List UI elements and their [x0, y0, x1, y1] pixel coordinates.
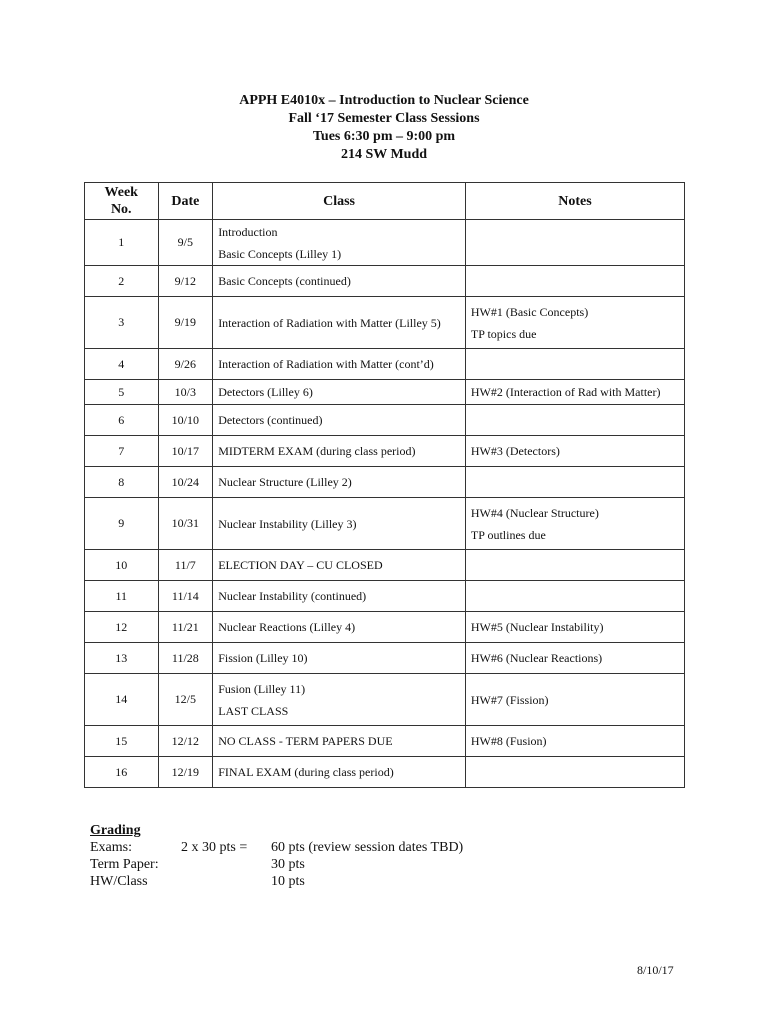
- week-cell: 10: [85, 550, 159, 581]
- table-row: [85, 467, 685, 498]
- grading-value: 60 pts (review session dates TBD): [271, 840, 464, 855]
- notes-cell: [465, 612, 684, 643]
- table-row: [85, 405, 685, 436]
- schedule-table: [84, 182, 685, 788]
- class-cell: [213, 266, 466, 297]
- class-cell: [213, 643, 466, 674]
- class-cell: [213, 550, 466, 581]
- class-cell: [213, 581, 466, 612]
- date-cell: 10/3: [158, 380, 213, 405]
- class-text: Nuclear Instability (continued): [218, 589, 367, 603]
- class-cell: [213, 405, 466, 436]
- week-header-line1: Week: [104, 185, 138, 200]
- class-cell: [213, 436, 466, 467]
- week-cell: 4: [85, 349, 159, 380]
- date-cell: 9/26: [158, 349, 213, 380]
- class-header: Class: [213, 183, 466, 220]
- class-text: Nuclear Structure (Lilley 2): [218, 475, 352, 489]
- notes-text: HW#6 (Nuclear Reactions): [470, 651, 603, 665]
- notes-text: HW#8 (Fusion): [470, 734, 547, 748]
- date-cell: 9/5: [158, 220, 213, 266]
- notes-cell: [465, 643, 684, 674]
- session-time: Tues 6:30 pm – 9:00 pm: [312, 129, 456, 144]
- grading-item: [90, 873, 510, 890]
- table-row: [85, 674, 685, 726]
- notes-cell: [465, 220, 684, 266]
- class-cell: [213, 612, 466, 643]
- grading-title: Grading: [90, 823, 141, 838]
- class-cell: [213, 220, 466, 266]
- class-text: NO CLASS - TERM PAPERS DUE: [218, 734, 393, 748]
- table-row: [85, 380, 685, 405]
- class-text: Fusion (Lilley 11): [218, 681, 306, 696]
- week-header: [85, 183, 159, 220]
- date-cell: 10/10: [158, 405, 213, 436]
- class-cell: [213, 674, 466, 726]
- class-cell: [213, 726, 466, 757]
- notes-text: HW#5 (Nuclear Instability): [470, 620, 604, 634]
- class-text: Nuclear Instability (Lilley 3): [218, 516, 357, 531]
- schedule-body: [85, 220, 685, 788]
- grading-item: [90, 839, 510, 856]
- notes-cell: [465, 757, 684, 788]
- notes-text: HW#1 (Basic Concepts): [470, 304, 589, 319]
- date-cell: 9/12: [158, 266, 213, 297]
- notes-cell: [465, 550, 684, 581]
- table-row: [85, 498, 685, 550]
- date-cell: 10/24: [158, 467, 213, 498]
- notes-cell: [465, 726, 684, 757]
- table-row: [85, 297, 685, 349]
- date-cell: 10/31: [158, 498, 213, 550]
- session-location: 214 SW Mudd: [340, 147, 428, 162]
- week-cell: 14: [85, 674, 159, 726]
- notes-header: Notes: [465, 183, 684, 220]
- class-text: Basic Concepts (continued): [218, 274, 351, 288]
- table-row: [85, 266, 685, 297]
- date-cell: 9/19: [158, 297, 213, 349]
- class-cell: [213, 380, 466, 405]
- date-cell: 11/14: [158, 581, 213, 612]
- date-cell: 11/28: [158, 643, 213, 674]
- week-cell: 5: [85, 380, 159, 405]
- table-row: [85, 436, 685, 467]
- date-cell: 10/17: [158, 436, 213, 467]
- footer-date: 8/10/17: [637, 963, 674, 977]
- semester-title: Fall ‘17 Semester Class Sessions: [288, 111, 480, 126]
- grading-section: [90, 822, 510, 890]
- date-cell: 12/12: [158, 726, 213, 757]
- class-text: Interaction of Radiation with Matter (Lilley 5): [218, 315, 441, 330]
- notes-text: HW#2 (Interaction of Rad with Matter): [470, 385, 661, 399]
- notes-cell: [465, 405, 684, 436]
- notes-cell: [465, 436, 684, 467]
- table-header-row: [85, 183, 685, 220]
- class-text: Detectors (Lilley 6): [218, 385, 313, 399]
- class-cell: [213, 467, 466, 498]
- class-text: Interaction of Radiation with Matter (cont’d): [218, 357, 434, 371]
- notes-cell: [465, 297, 684, 349]
- notes-cell: [465, 266, 684, 297]
- week-header-line2: No.: [110, 202, 132, 217]
- grading-value: 30 pts: [271, 857, 305, 872]
- grading-calc: 2 x 30 pts =: [181, 840, 248, 855]
- week-cell: 8: [85, 467, 159, 498]
- class-text: FINAL EXAM (during class period): [218, 765, 394, 779]
- notes-text: TP outlines due: [470, 527, 546, 542]
- class-cell: [213, 757, 466, 788]
- table-row: [85, 550, 685, 581]
- week-cell: 2: [85, 266, 159, 297]
- class-text: Fission (Lilley 10): [218, 651, 308, 665]
- notes-cell: [465, 581, 684, 612]
- table-row: [85, 349, 685, 380]
- class-text: Detectors (continued): [218, 413, 323, 427]
- table-row: [85, 612, 685, 643]
- table-row: [85, 581, 685, 612]
- grading-label: Exams:: [90, 840, 132, 855]
- grading-item: [90, 856, 510, 873]
- class-cell: [213, 498, 466, 550]
- class-text: MIDTERM EXAM (during class period): [218, 444, 416, 458]
- notes-cell: [465, 467, 684, 498]
- week-cell: 11: [85, 581, 159, 612]
- notes-cell: [465, 498, 684, 550]
- week-cell: 13: [85, 643, 159, 674]
- week-cell: 3: [85, 297, 159, 349]
- grading-list: [90, 839, 510, 890]
- table-row: [85, 726, 685, 757]
- table-row: [85, 757, 685, 788]
- notes-text: HW#4 (Nuclear Structure): [470, 505, 599, 520]
- notes-text: HW#7 (Fission): [470, 692, 549, 707]
- table-row: [85, 643, 685, 674]
- class-text: Basic Concepts (Lilley 1): [218, 246, 342, 261]
- grading-value: 10 pts: [271, 874, 305, 889]
- table-row: [85, 220, 685, 266]
- class-text: Introduction: [218, 224, 278, 239]
- notes-cell: [465, 674, 684, 726]
- week-cell: 7: [85, 436, 159, 467]
- class-text: ELECTION DAY – CU CLOSED: [218, 558, 383, 572]
- date-cell: 12/19: [158, 757, 213, 788]
- class-cell: [213, 349, 466, 380]
- week-cell: 6: [85, 405, 159, 436]
- notes-cell: [465, 349, 684, 380]
- week-cell: 12: [85, 612, 159, 643]
- week-cell: 15: [85, 726, 159, 757]
- week-cell: 16: [85, 757, 159, 788]
- week-cell: 9: [85, 498, 159, 550]
- date-cell: 11/7: [158, 550, 213, 581]
- date-cell: 11/21: [158, 612, 213, 643]
- grading-label: Term Paper:: [90, 857, 159, 872]
- date-cell: 12/5: [158, 674, 213, 726]
- class-text: LAST CLASS: [218, 703, 289, 718]
- notes-cell: [465, 380, 684, 405]
- grading-label: HW/Class: [90, 874, 148, 889]
- class-cell: [213, 297, 466, 349]
- notes-text: TP topics due: [470, 326, 537, 341]
- document-header: [0, 92, 768, 164]
- date-header: Date: [158, 183, 213, 220]
- week-cell: 1: [85, 220, 159, 266]
- notes-text: HW#3 (Detectors): [470, 444, 560, 458]
- course-title: APPH E4010x – Introduction to Nuclear Science: [239, 93, 529, 108]
- class-text: Nuclear Reactions (Lilley 4): [218, 620, 356, 634]
